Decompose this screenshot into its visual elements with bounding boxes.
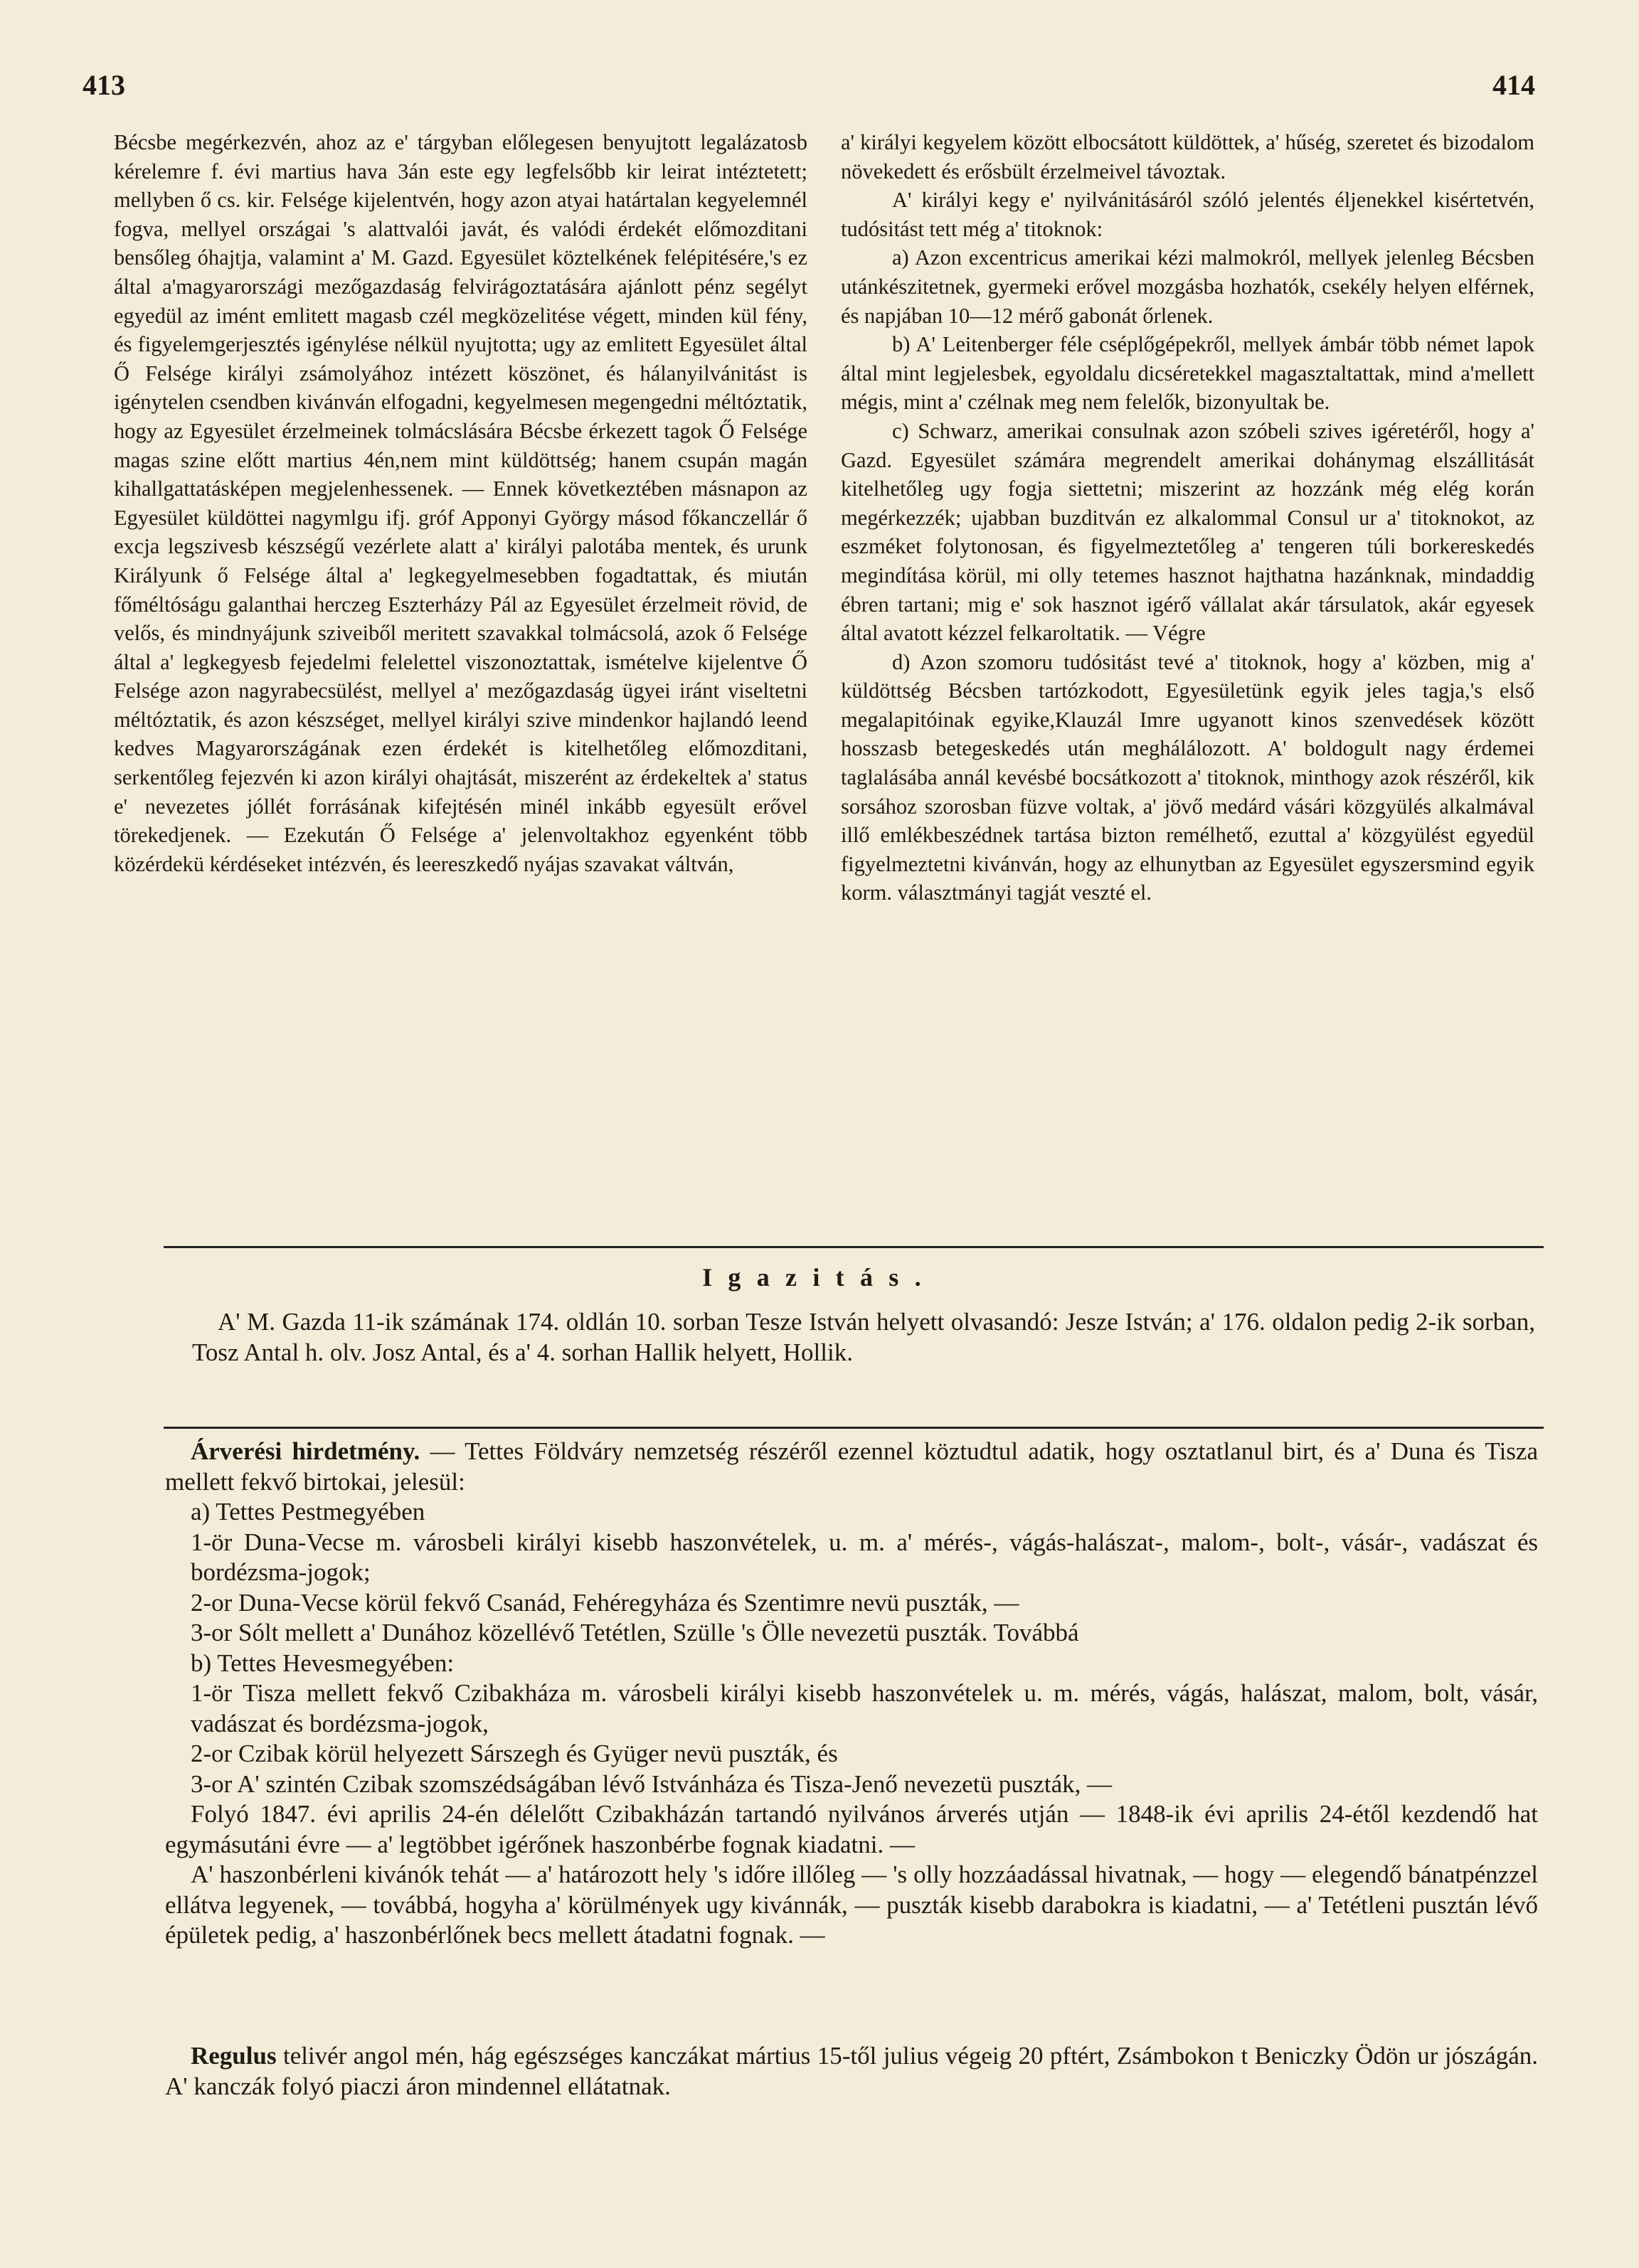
auction-line: b) Tettes Hevesmegyében: xyxy=(191,1649,455,1677)
section-divider xyxy=(164,1427,1544,1429)
left-paragraph: Bécsbe megérkezvén, ahoz az e' tárgyban előlegesen benyujtott legalázatosb kérelemre f. évi martius hava 3án este egy legfelsőbb kir leirat intéztetett; mellyben ő cs. kir. Felsége kijelentvén, hogy azon atyai határtalan kegyelemnél fogva, mellyel országai 's alattvalói javát, és valódi érdekét előmozditani bensőleg óhajtja, valamint a' M. Gazd. Egyesület köztelkének felépitésére,'s ez által a'magyarországi mezőgazdaság felvirágoztatására ajánlott pénz segélyt egyedül az imént emlitett magasb czél megközelitése végett, minden kül fény, és figyelemgerjesztés igénylése nélkül nyujtotta; ugy az emlitett Egyesület által Ő Felsége királyi zsámolyához intézett köszönet, és hálanyilvánitást is igénytelen csendben kivánván elfogadni, kegyelmesen megengedni méltóztatik, hogy az Egyesület érzelmeinek tolmácslására Bécsbe érkezett tagok Ő Felsége magas szine előtt martius 4én,nem mint küldöttség; hanem csupán magán kihallgattatásképen megjelenhessenek. — Ennek következtében másnapon az Egyesület küldöttei nagymlgu ifj. gróf Apponyi György másod főkanczellár ő excja legszivesb készségű vezérlete alatt a' királyi palotába mentek, és urunk Királyunk ő Felsége által a' legkegyelmesebben fogadtattak, és miután főméltóságu galanthai herczeg Eszterházy Pál az Egyesület érzelmeit rövid, de velős, és mindnyájunk sziveiből meritett szavakkal tolmácsolá, azok ő Felsége által a' legkegyesb fejedelmi felelettel viszonoztattak, ismételve kijelentve Ő Felsége azon nagyrabecsülést, mellyel a' mezőgazdaság ügyei iránt viseltetni méltóztatik, és azon készséget, mellyel királyi szive mindenkor hajlandó leend kedves Magyarországának ezen érdekét is kitelhetőleg előmozditani, serkentőleg fejezvén ki azon királyi ohajtását, miszerént az érdekeltek a' status e' nevezetes jóllét forrásának kifejtésén minél inkább egyesült erővel törekedjenek. — Ezekután Ő Felsége a' jelenvoltakhoz egyenként több közérdekü kérdéseket intézvén, és leereszkedő nyájas szavakat váltván, xyxy=(114,130,807,876)
left-column xyxy=(114,128,807,878)
auction-line: 3-or A' szintén Czibak szomszédságában lévő Istvánháza és Tisza-Jenő nevezetü puszták, — xyxy=(191,1769,1113,1798)
regulus-notice xyxy=(165,2041,1538,2102)
auction-notice xyxy=(165,1437,1538,1951)
right-column xyxy=(841,128,1534,907)
right-paragraph: c) Schwarz, amerikai consulnak azon szóbeli szives igéretéről, hogy a' Gazd. Egyesület számára megrendelt amerikai dohánymag elszállitását kitelhetőleg ugy fogja siettetni; miszerint az hozzánk még elég korán megérkezzék; ujabban buzditván ez alkalommal Consul ur a' titoknokot, az eszméket folytonosan, és figyelmeztetőleg a' tengeren túli borkereskedés megindítása körül, mi olly tetemes hasznot hajthatna hazánknak, mindaddig ébren tartani; mig e' sok hasznot igérő vállalat akár társulatok, akár egyesek által avatott kézzel felkaroltatik. — Végre xyxy=(841,418,1534,646)
page-number-right: 414 xyxy=(1492,69,1535,101)
right-paragraph: A' királyi kegy e' nyilvánitásáról szóló jelentés éljenekkel kisértetvén, tudósitást tett még a' titoknok: xyxy=(841,188,1534,241)
section-divider xyxy=(164,1246,1544,1248)
auction-heading: Árverési hirdetmény. xyxy=(191,1437,420,1465)
auction-intro-paragraph xyxy=(165,1437,1538,1497)
auction-intro: — Tettes Földváry nemzetség részéről ezennel köztudtul adatik, hogy osztatlanul birt, és a' Duna és Tisza mellett fekvő birtokai, jelesül: xyxy=(165,1437,1538,1496)
right-paragraph: b) A' Leitenberger féle cséplőgépekről, mellyek ámbár több német lapok által mint legjelesbek, egyoldalu dicséretekkel magasztaltattak, mind a'mellett mégis, mint a' czélnak meg nem felelők, bizonyultak be. xyxy=(841,332,1534,415)
auction-line: A' haszonbérleni kivánók tehát — a' határozott hely 's időre illőleg — 's olly hozzáadással hivatnak, — hogy — elegendő bánatpénzzel ellátva legyenek, — továbbá, hogyha a' körülmények ugy kivánnák, — puszták kisebb darabokra is kiadatni, — a' Tetétleni pusztán lévő épületek pedig, a' haszonbérlőnek becs mellett átadatni fognak. — xyxy=(165,1860,1538,1949)
correction-text: A' M. Gazda 11-ik számának 174. oldlán 10. sorban Tesze István helyett olvasandó: Jesze István; a' 176. oldalon pedig 2-ik sorban, Tosz Antal h. olv. Josz Antal, és a' 4. sorhan Hallik helyett, Hollik. xyxy=(192,1308,1535,1366)
regulus-paragraph xyxy=(165,2041,1538,2102)
auction-line: Folyó 1847. évi aprilis 24-én délelőtt Czibakházán tartandó nyilvános árverés utján — 1848-ik évi aprilis 24-étől kezdendő hat egymásutáni évre — a' legtöbbet igérőnek haszonbérbe fognak kiadatni. — xyxy=(165,1800,1538,1858)
regulus-text: telivér angol mén, hág egészséges kanczákat mártius 15-től julius végeig 20 pftért, Zsámbokon t Beniczky Ödön ur jószágán. A' kanczák folyó piaczi áron mindennel ellátatnak. xyxy=(165,2042,1538,2100)
auction-line: 3-or Sólt mellett a' Dunához közellévő Tetétlen, Szülle 's Ölle nevezetü puszták. Továbbá xyxy=(191,1619,1079,1646)
page-number-left: 413 xyxy=(83,69,125,101)
auction-line: 1-ör Tisza mellett fekvő Czibakháza m. városbeli királyi kisebb haszonvételek u. m. mérés, vágás, halászat, malom, bolt, vásár, vadászat és bordézsma-jogok, xyxy=(191,1679,1538,1737)
regulus-heading: Regulus xyxy=(191,2042,277,2070)
right-paragraph: a' királyi kegyelem között elbocsátott küldöttek, a' hűség, szeretet és bizodalom növekedett és erősbült érzelmeivel távoztak. xyxy=(841,130,1534,183)
auction-line: a) Tettes Pestmegyében xyxy=(191,1498,425,1526)
correction-title: Igazitás. xyxy=(702,1263,937,1292)
auction-line: 2-or Czibak körül helyezett Sárszegh és Gyüger nevü puszták, és xyxy=(191,1740,838,1767)
auction-line: 2-or Duna-Vecse körül fekvő Csanád, Fehéregyháza és Szentimre nevü puszták, — xyxy=(191,1588,1019,1617)
right-paragraph: d) Azon szomoru tudósitást tevé a' titoknok, hogy a' közben, mig a' küldöttség Bécsben tartózkodott, Egyesületünk egyik jeles tagja,'s első megalapitóinak egyike,Klauzál Imre ugyanott kinos szenvedések között hosszasb betegeskedés után meghálálozott. A' boldogult nagy érdemei taglalásába annál kevésbé bocsátkozott a' titoknok, minthogy azok részéről, kik sorsához szorosban füzve voltak, a' jövő medárd vásári közgyülés alkalmával illő emlékbeszédnek tartása bizton remélhető, ezuttal a' közgyülést egyedül figyelmeztetni kivánván, hogy az elhunytban az Egyesület egyszersmind egyik korm. választmányi tagját veszté el. xyxy=(841,649,1534,905)
right-paragraph: a) Azon excentricus amerikai kézi malmokról, mellyek jelenleg Bécsben utánkészitetnek, gyermeki erővel mozgásba hozhatók, csekély helyen elférnek, és napjában 10—12 mérő gabonát őrlenek. xyxy=(841,245,1534,328)
auction-line: 1-ör Duna-Vecse m. városbeli királyi kisebb haszonvételek, u. m. a' mérés-, vágás-halászat-, malom-, bolt-, vásár-, vadászat és bordézsma-jogok; xyxy=(191,1528,1538,1586)
